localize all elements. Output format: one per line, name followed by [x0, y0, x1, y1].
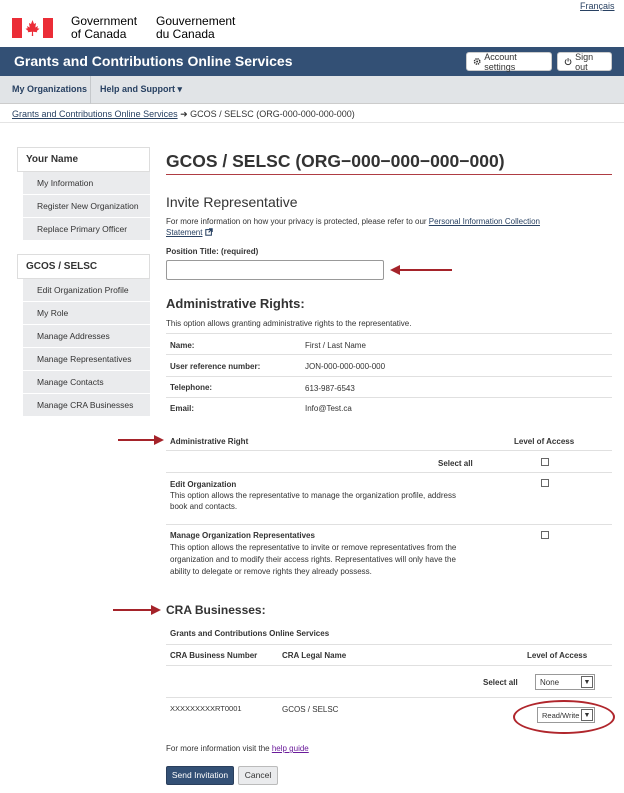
rep-email-value: Info@Test.ca [305, 404, 352, 413]
cancel-button[interactable]: Cancel [238, 766, 278, 785]
cra-subheading: Grants and Contributions Online Services [170, 629, 330, 638]
menu-divider [90, 76, 91, 104]
chevron-down-icon: ▼ [581, 709, 593, 721]
position-title-input[interactable] [166, 260, 384, 280]
edit-organization-description-line1: This option allows the representative to manage the organization profile, address [170, 491, 456, 500]
account-settings-button[interactable] [466, 52, 552, 71]
rights-header-divider [166, 450, 612, 451]
privacy-text: For more information on how your privacy is protected, please refer to our [166, 217, 427, 226]
menu-my-organizations[interactable]: My Organizations [12, 84, 88, 94]
government-of-canada-wordmark-en [71, 15, 137, 41]
manage-representatives-description-line2: organization and to modify their access rights. Representatives will only have the [170, 555, 456, 564]
level-of-access-column-header: Level of Access [514, 437, 575, 446]
main-menu [0, 76, 624, 104]
breadcrumb-home-link[interactable]: Grants and Contributions Online Services [12, 109, 178, 119]
sidebar-item-register-organization[interactable]: Register New Organization [23, 195, 150, 218]
sign-out-button[interactable] [557, 52, 612, 71]
chevron-down-icon: ▼ [581, 676, 593, 688]
privacy-link-line2: Statement [166, 228, 203, 237]
position-title-label: Position Title: (required) [166, 247, 259, 256]
sidebar-item-my-information[interactable]: My Information [23, 172, 150, 195]
cra-header-divider [166, 665, 612, 666]
breadcrumb-current: GCOS / SELSC (ORG-000-000-000-000) [190, 109, 355, 119]
cra-divider [166, 644, 612, 645]
breadcrumb-divider [0, 122, 624, 123]
info-divider [166, 354, 612, 355]
rights-select-all-checkbox[interactable] [541, 458, 549, 466]
rep-telephone-value: 613-987-6543 [305, 384, 355, 393]
rep-name-label: Name: [170, 341, 195, 350]
canada-flag-icon [12, 18, 53, 38]
gov-fr-line1: Gouvernement [156, 14, 236, 28]
page-title-underline [166, 174, 612, 175]
rights-row-divider [166, 524, 612, 525]
administrative-rights-description: This option allows granting administrative rights to the representative. [166, 319, 412, 328]
manage-representatives-description-line1: This option allows the representative to invite or remove representatives from the [170, 543, 457, 552]
cra-access-value: Read/Write [542, 711, 580, 720]
administrative-rights-heading: Administrative Rights: [166, 296, 305, 311]
breadcrumb [12, 109, 355, 120]
rep-name-value: First / Last Name [305, 341, 366, 350]
rep-user-reference-label: User reference number: [170, 362, 261, 371]
rep-email-label: Email: [170, 404, 195, 413]
rights-column-header: Administrative Right [170, 437, 249, 446]
red-arrow-icon [118, 434, 164, 446]
sidebar-user-title: Your Name [17, 147, 150, 172]
power-icon [564, 57, 572, 66]
edit-organization-description-line2: book and contacts. [170, 502, 238, 511]
annotation-highlight-ellipse [513, 700, 615, 734]
cra-select-all-value: None [540, 678, 560, 687]
cra-legal-name-column-header: CRA Legal Name [282, 651, 347, 660]
help-guide-text [166, 743, 309, 754]
gear-icon [473, 57, 481, 66]
help-guide-link[interactable]: help guide [271, 744, 309, 753]
app-title: Grants and Contributions Online Services [14, 53, 293, 69]
sidebar-org-title: GCOS / SELSC [17, 254, 150, 279]
gov-en-line1: Government [71, 14, 138, 28]
privacy-link-line1: Personal Information Collection [428, 217, 540, 226]
edit-organization-checkbox[interactable] [541, 479, 549, 487]
gov-fr-line2: du Canada [156, 27, 215, 41]
sidebar-item-edit-organization-profile[interactable]: Edit Organization Profile [23, 279, 150, 302]
sidebar-item-manage-addresses[interactable]: Manage Addresses [23, 325, 150, 348]
cra-select-all-dropdown[interactable] [535, 674, 595, 690]
cra-legal-name: GCOS / SELSC [282, 705, 339, 714]
government-of-canada-wordmark-fr [156, 15, 235, 41]
info-divider [166, 333, 612, 334]
rep-user-reference-value: JON-000-000-000-000 [305, 362, 386, 371]
manage-representatives-checkbox[interactable] [541, 531, 549, 539]
sidebar-item-manage-contacts[interactable]: Manage Contacts [23, 371, 150, 394]
page-title: GCOS / SELSC (ORG−000−000−000−000) [166, 151, 505, 171]
cra-row-divider [166, 697, 612, 698]
red-arrow-icon [113, 604, 161, 616]
breadcrumb-arrow-icon: ➜ [180, 109, 188, 119]
sidebar-item-manage-cra-businesses[interactable]: Manage CRA Businesses [23, 394, 150, 417]
info-divider [166, 397, 612, 398]
menu-help-and-support[interactable] [100, 84, 182, 95]
gov-en-line2: of Canada [71, 27, 127, 41]
rights-select-all-label: Select all [438, 459, 473, 468]
rep-telephone-label: Telephone: [170, 383, 213, 392]
help-text: For more information visit the [166, 744, 270, 753]
language-toggle-link[interactable]: Français [580, 1, 615, 11]
manage-representatives-description-line3: ability to delegate or remove rights they already possess. [170, 567, 372, 576]
menu-help-label: Help and Support [100, 84, 175, 94]
cra-business-number: XXXXXXXXXRT0001 [170, 704, 242, 713]
sidebar-item-my-role[interactable]: My Role [23, 302, 150, 325]
red-arrow-icon [390, 264, 452, 276]
send-invitation-button[interactable]: Send Invitation [166, 766, 234, 785]
info-divider [166, 376, 612, 377]
sidebar-item-replace-primary-officer[interactable]: Replace Primary Officer [23, 218, 150, 241]
external-link-icon [205, 228, 213, 236]
chevron-down-icon: ▾ [177, 84, 183, 94]
invite-representative-heading: Invite Representative [166, 194, 298, 210]
manage-representatives-title: Manage Organization Representatives [170, 531, 315, 540]
cra-select-all-label: Select all [483, 678, 518, 687]
privacy-notice [166, 216, 612, 238]
edit-organization-title: Edit Organization [170, 480, 237, 489]
account-settings-label: Account settings [484, 51, 517, 72]
sign-out-label: Sign out [575, 51, 594, 72]
sidebar-group-organization [17, 254, 150, 417]
cra-business-number-column-header: CRA Business Number [170, 651, 258, 660]
app-title-bar [0, 47, 624, 76]
cra-businesses-heading: CRA Businesses: [166, 603, 266, 617]
cra-level-of-access-column-header: Level of Access [527, 651, 588, 660]
sidebar-item-manage-representatives[interactable]: Manage Representatives [23, 348, 150, 371]
sidebar-group-user [17, 147, 150, 241]
rights-row-divider [166, 472, 612, 473]
